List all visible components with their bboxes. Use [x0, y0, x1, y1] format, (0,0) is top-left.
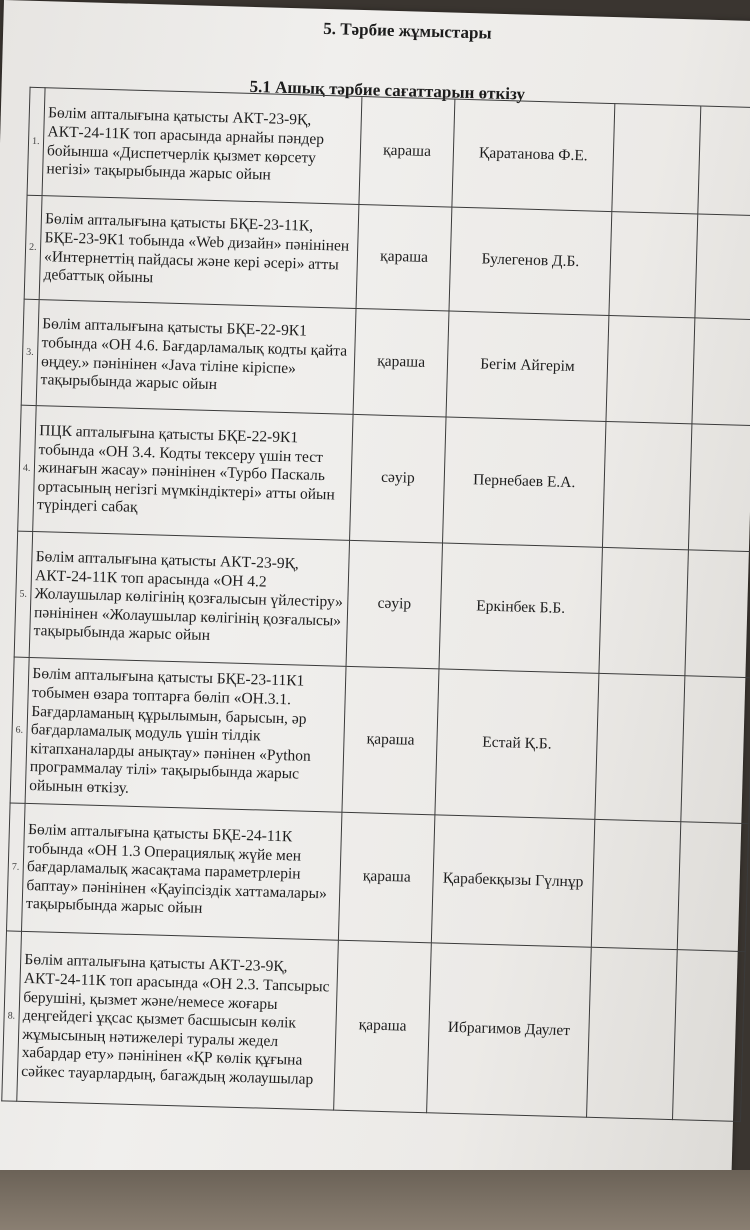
responsible-person: Пернебаев Е.А.	[443, 417, 606, 547]
row-number: 4.	[18, 405, 37, 531]
empty-cell	[677, 822, 749, 952]
row-number: 6.	[10, 657, 29, 803]
event-description: Бөлім апталығына қатысты БҚЕ-23-11К, БҚЕ-23-9К1 тобында «Web дизайн» пәнінінен «Интернеттің пайдасы және кері әсері» атты дебаттық ойыны	[39, 196, 358, 309]
row-number: 3.	[21, 299, 39, 405]
event-month: қараша	[338, 812, 435, 943]
event-description: Бөлім апталығына қатысты АКТ-23-9Қ, АКТ-24-11К топ арасында «ОН 2.3. Тапсырыс берушіні, қызмет және/немесе жоғары деңгейдегі ұқсас қызмет басшысын көлік жұмысының нәтижелері туралы жедел хабардар ету» пәнінінен «ҚР көлік құғына сәйкес тауарлардың, багаждың жолаушылар	[17, 931, 338, 1110]
section-title: 5. Тәрбие жұмыстары	[323, 18, 492, 43]
event-description: Бөлім апталығына қатысты АКТ-23-9Қ, АКТ-24-11К топ арасында арнайы пәндер бойынша «Диспетчерлік қызмет көрсету негізі» тақырыбында жарыс ойын	[42, 88, 362, 205]
empty-cell	[606, 316, 695, 424]
events-table	[1, 87, 750, 1122]
responsible-person: Бегім Айгерім	[446, 311, 608, 421]
event-month: қараша	[342, 666, 439, 815]
empty-cell	[692, 318, 750, 426]
empty-cell	[681, 676, 750, 824]
responsible-person: Ибрагимов Даулет	[427, 943, 591, 1117]
row-number: 1.	[27, 87, 45, 195]
event-description: Бөлім апталығына қатысты БҚЕ-22-9К1 тобында «ОН 4.6. Бағдарламалық кодты қайта өңдеу.» пәнінінен «Java тіліне кіріспе» тақырыбында жарыс ойын	[36, 300, 356, 415]
subsection-title: 5.1 Ашық тәрбие сағаттарын өткізу	[249, 76, 526, 104]
row-number: 5.	[14, 531, 33, 657]
table-row	[24, 195, 750, 320]
table-row	[7, 803, 749, 952]
empty-cell	[595, 673, 685, 821]
responsible-person: Еркінбек Б.Б.	[439, 543, 602, 673]
table-row	[27, 87, 750, 216]
empty-cell	[672, 950, 745, 1122]
event-description: Бөлім апталығына қатысты БҚЕ-23-11К1 тобымен өзара топтарға бөліп «ОН.3.1. Бағдарламаның құрылымын, барысын, әр бағдарламалық модуль үшін тілдік кітапханаларды анықтау» пәнінен «Python программалау тілі» тақырыбында жарыс ойынын өткізу.	[25, 657, 346, 812]
responsible-person: Қаратанова Ф.Е.	[452, 99, 614, 211]
table-row	[10, 657, 750, 824]
table-row	[21, 299, 750, 426]
table-row	[14, 531, 750, 678]
empty-cell	[586, 947, 677, 1119]
empty-cell	[602, 421, 692, 549]
responsible-person: Булегенов Д.Б.	[449, 207, 611, 315]
empty-cell	[609, 212, 698, 318]
event-description: ПЦК апталығына қатысты БҚЕ-22-9К1 тобында «ОН 3.4. Кодты тексеру үшін тест жинағын жасау» пәнінінен «Турбо Паскаль ортасының негізгі мүмкіндіктері» атты ойын түріндегі сабақ	[33, 406, 353, 541]
table-row	[2, 931, 745, 1122]
row-number: 7.	[7, 803, 26, 931]
empty-cell	[688, 424, 750, 552]
table-row	[18, 405, 750, 552]
empty-cell	[591, 819, 681, 949]
row-number: 8.	[2, 931, 22, 1101]
event-description: Бөлім апталығына қатысты БҚЕ-24-11К тобында «ОН 1.3 Операциялық жүйе мен бағдарламалық жасақтама параметрлерін баптау» пәнінінен «Қауіпсіздік хаттамалары» тақырыбында жарыс ойын	[22, 803, 342, 940]
event-month: сәуір	[349, 414, 446, 543]
responsible-person: Қарабекқызы Гүлнұр	[432, 815, 595, 947]
event-month: қараша	[334, 940, 432, 1113]
event-month: сәуір	[346, 540, 443, 669]
empty-cell	[599, 547, 689, 675]
empty-cell	[698, 106, 750, 216]
empty-cell	[611, 104, 700, 214]
event-month: қараша	[359, 97, 455, 208]
empty-cell	[685, 550, 750, 678]
empty-cell	[695, 214, 750, 320]
responsible-person: Естай Қ.Б.	[435, 669, 598, 819]
row-number: 2.	[24, 195, 42, 299]
event-month: қараша	[356, 204, 452, 311]
event-month: қараша	[353, 308, 449, 417]
event-description: Бөлім апталығына қатысты АКТ-23-9Қ, АКТ-24-11К топ арасында «ОН 4.2 Жолаушылар көлігінің қозғалысын үйлестіру» пәнінінен «Жолаушылар көлігінің қозғалысы» тақырыбында жарыс ойын	[29, 532, 349, 667]
table-surface	[0, 1170, 750, 1230]
